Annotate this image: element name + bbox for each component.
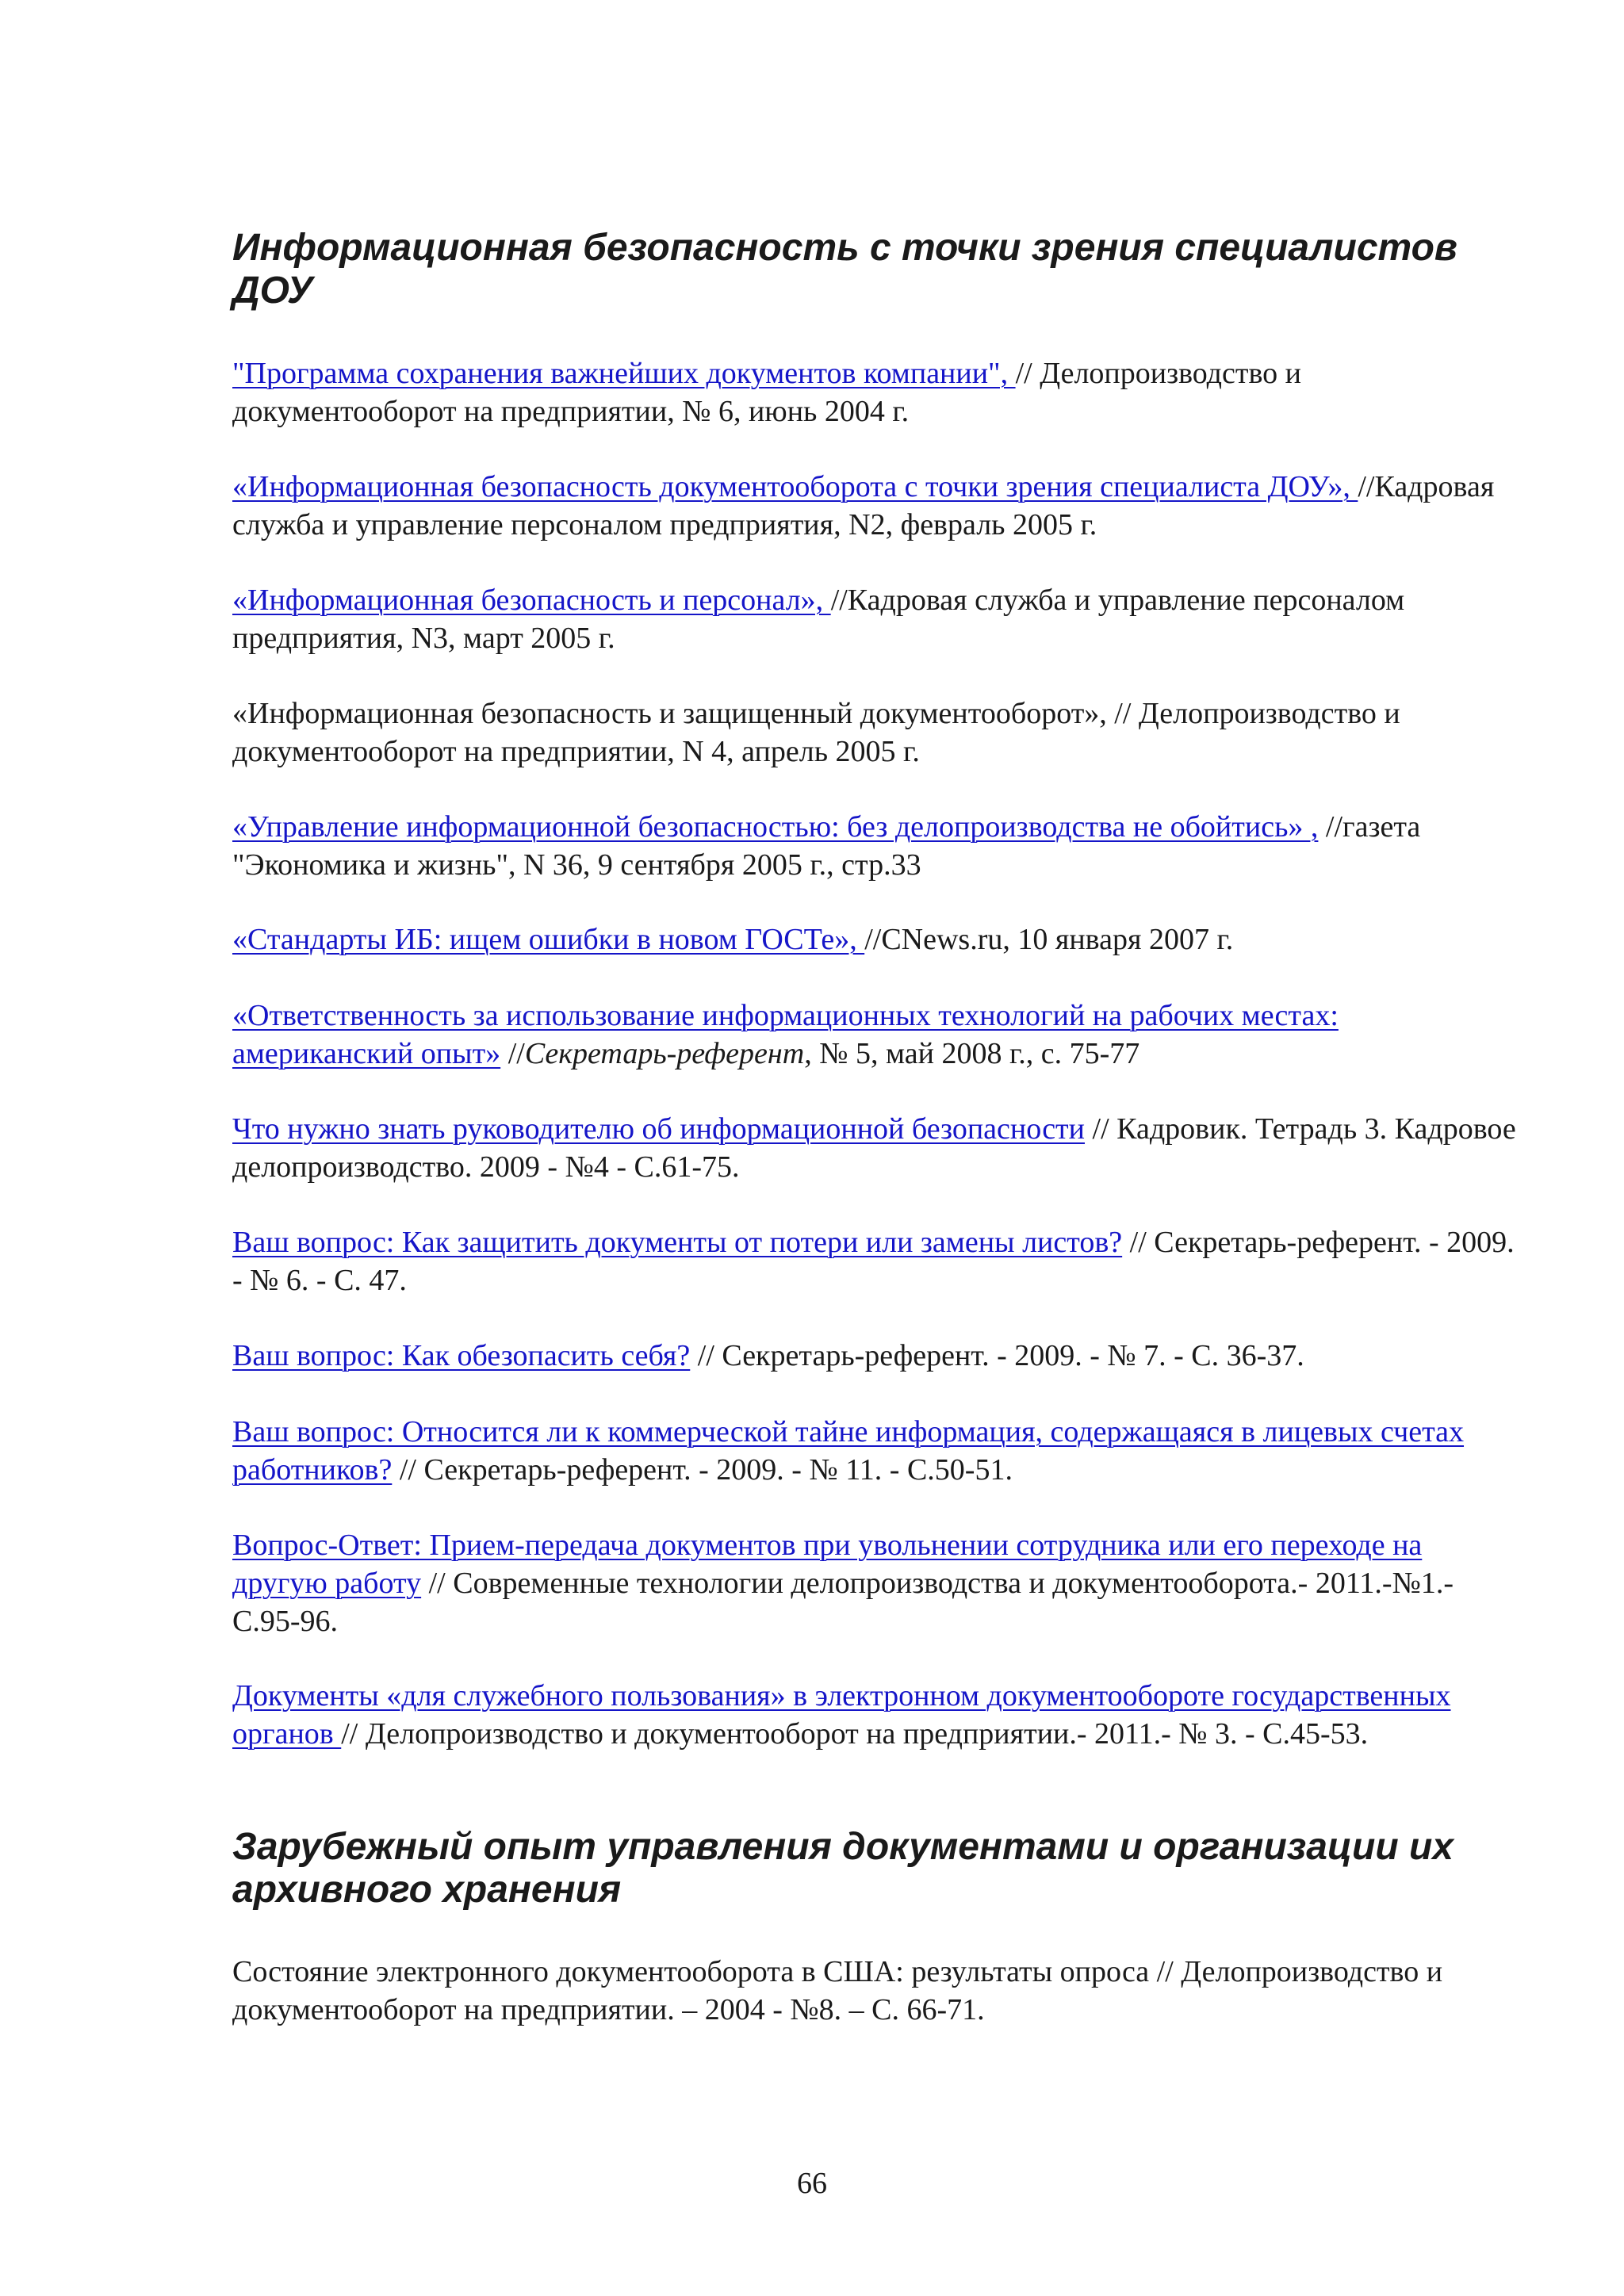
entry-link[interactable]: «Управление информационной безопасностью: без делопроизводства не обойтись» , (232, 810, 1319, 844)
page-number: 66 (797, 2167, 827, 2200)
bibliography-entry (232, 997, 1517, 1073)
entry-source: //Кадровая служба и управление персоналом предприятия, N3, март 2005 г. (232, 584, 1405, 655)
entry-journal-italic: Секретарь-референт (524, 1037, 805, 1070)
entry-source: // Секретарь-референт. - 2009. - № 11. - С.50-51. (392, 1453, 1013, 1487)
entry-link[interactable]: «Информационная безопасность и персонал», (232, 584, 831, 617)
bibliography-entry (232, 1677, 1517, 1753)
entry-link[interactable]: "Программа сохранения важнейших документов компании", (232, 357, 1016, 390)
entry-link[interactable]: Ваш вопрос: Как защитить документы от потери или замены листов? (232, 1226, 1123, 1259)
bibliography-entry (232, 468, 1517, 544)
entry-source: Состояние электронного документооборота в США: результаты опроса // Делопроизводство и документооборот на предприятии. – 2004 - №8. – С. 66-71. (232, 1955, 1443, 2026)
bibliography-entry (232, 1953, 1517, 2029)
entry-source: // Делопроизводство и документооборот на предприятии.- 2011.- № 3. - С.45-53. (341, 1717, 1369, 1751)
bibliography-entry (232, 1526, 1517, 1640)
entry-source: «Информационная безопасность и защищенный документооборот», // Делопроизводство и документооборот на предприятии, N 4, апрель 2005 г. (232, 697, 1400, 768)
entry-source: , № 5, май 2008 г., с. 75-77 (804, 1037, 1140, 1070)
bibliography-entry (232, 1223, 1517, 1299)
bibliography-entry (232, 695, 1517, 771)
entry-source: // Секретарь-референт. - 2009. - № 7. - С. 36-37. (690, 1339, 1304, 1372)
entry-source: //CNews.ru, 10 января 2007 г. (864, 923, 1234, 956)
entry-source: //Кадровая служба и управление персоналом предприятия, N2, февраль 2005 г. (232, 470, 1495, 541)
bibliography-entry (232, 354, 1517, 430)
bibliography-entry (232, 920, 1517, 959)
entry-link[interactable]: Вопрос-Ответ: Прием-передача документов при увольнении сотрудника или его переходе на другую работу (232, 1529, 1423, 1600)
entry-link[interactable]: Ваш вопрос: Относится ли к коммерческой тайне информация, содержащаяся в лицевых счетах работников? (232, 1415, 1465, 1487)
entry-source-prefix: // (500, 1037, 525, 1070)
entry-source: // Делопроизводство и документооборот на предприятии, № 6, июнь 2004 г. (232, 357, 1302, 428)
section-heading-foreign-experience: Зарубежный опыт управления документами и организации их архивного хранения (232, 1826, 1454, 1911)
entry-source: // Секретарь-референт. - 2009. - № 6. - С. 47. (232, 1226, 1515, 1297)
bibliography-entry (232, 1110, 1517, 1186)
section-heading-infosec: Информационная безопасность с точки зрения специалистов ДОУ (232, 227, 1457, 312)
bibliography-entry (232, 581, 1517, 657)
bibliography-entry (232, 808, 1517, 884)
bibliography-entry (232, 1413, 1517, 1489)
entry-link[interactable]: «Ответственность за использование информационных технологий на рабочих местах: американский опыт» (232, 999, 1339, 1070)
entry-link[interactable]: Что нужно знать руководителю об информационной безопасности (232, 1112, 1086, 1146)
bibliography-entry (232, 1337, 1517, 1375)
entry-source: // Кадровик. Тетрадь 3. Кадровое делопроизводство. 2009 - №4 - С.61-75. (232, 1112, 1516, 1184)
entry-link[interactable]: «Стандарты ИБ: ищем ошибки в новом ГОСТе», (232, 923, 865, 956)
entry-link[interactable]: Ваш вопрос: Как обезопасить себя? (232, 1339, 691, 1372)
entry-source: //газета "Экономика и жизнь", N 36, 9 сентября 2005 г., стр.33 (232, 810, 1421, 882)
entry-source: // Современные технологии делопроизводства и документооборота.- 2011.-№1.- С.95-96. (232, 1567, 1454, 1638)
entry-link[interactable]: Документы «для служебного пользования» в электронном документообороте государственных органов (232, 1679, 1451, 1751)
entry-link[interactable]: «Информационная безопасность документооборота с точки зрения специалиста ДОУ», (232, 470, 1358, 503)
